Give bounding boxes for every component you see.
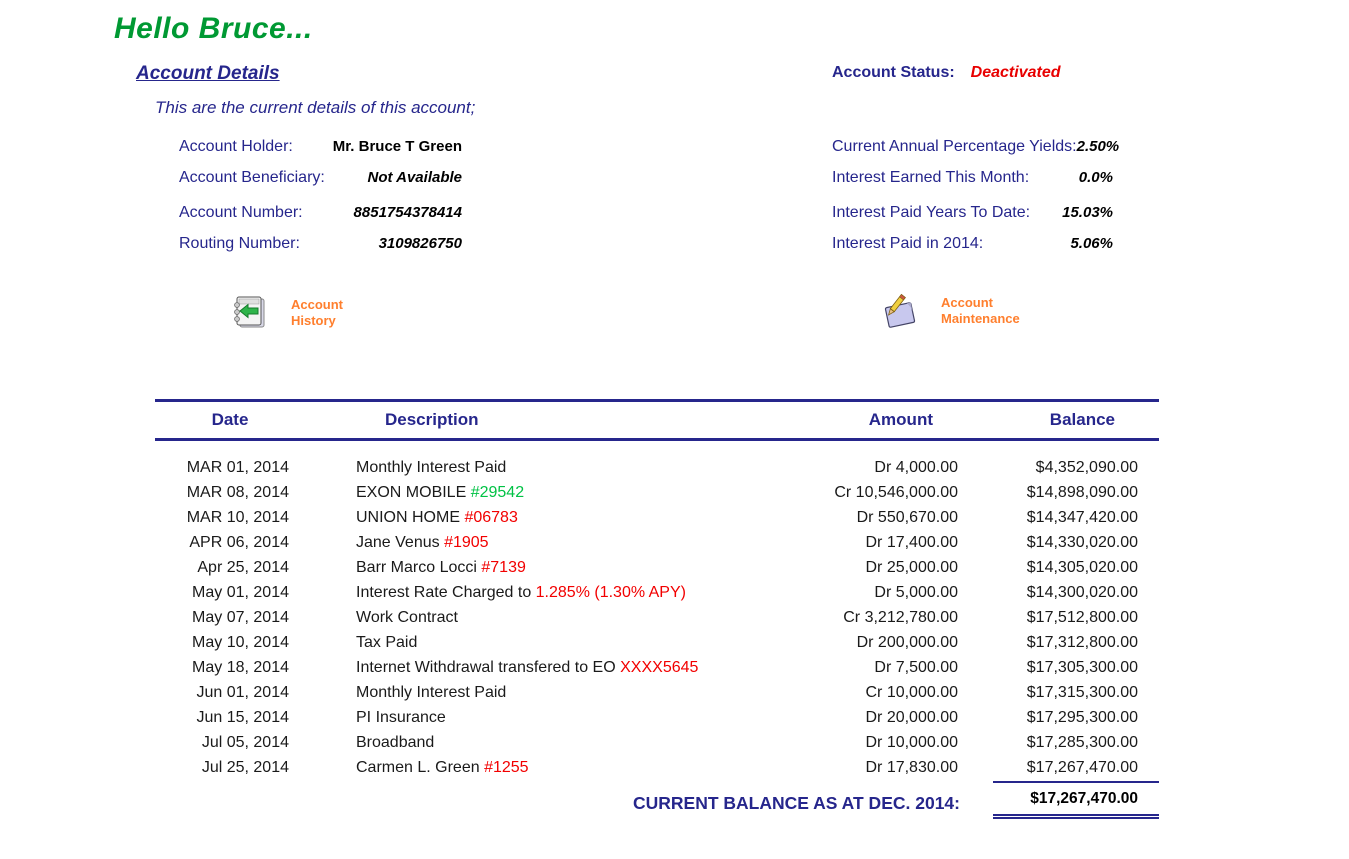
table-row <box>155 455 1159 480</box>
table-row <box>155 730 1159 755</box>
description-segment: Monthly Interest Paid <box>356 683 507 701</box>
table-row <box>155 680 1159 705</box>
interest-month-value: 0.0% <box>1078 169 1113 186</box>
cell-description <box>289 534 725 552</box>
account-number-label: Account Number: <box>179 204 303 221</box>
cell-description <box>289 634 725 652</box>
cell-amount: Cr 3,212,780.00 <box>843 608 958 626</box>
detail-row-apy <box>832 138 1120 156</box>
account-history-label[interactable]: Account History <box>291 297 343 328</box>
cell-balance: $17,512,800.00 <box>1026 608 1138 626</box>
detail-row-interest-ytd <box>832 204 1113 222</box>
cell-date: May 01, 2014 <box>192 583 289 601</box>
account-status-value: Deactivated <box>970 64 1061 81</box>
cell-amount: Dr 7,500.00 <box>874 658 958 676</box>
table-header-rule <box>155 438 1159 441</box>
page-greeting: Hello Bruce... <box>114 12 313 45</box>
cell-balance: $14,898,090.00 <box>1026 483 1138 501</box>
description-segment: UNION HOME <box>356 508 465 526</box>
description-segment: 1.285% (1.30% APY) <box>535 583 686 601</box>
table-row <box>155 755 1159 780</box>
table-row <box>155 480 1159 505</box>
cell-date: Apr 25, 2014 <box>197 558 289 576</box>
header-description: Description <box>385 410 479 429</box>
cell-date: MAR 01, 2014 <box>186 458 289 476</box>
interest-2014-value: 5.06% <box>1070 235 1113 252</box>
table-row <box>155 605 1159 630</box>
transactions-table <box>155 396 1159 836</box>
account-beneficiary-label: Account Beneficiary: <box>179 169 325 186</box>
table-header-row <box>155 402 1159 438</box>
cell-amount: Dr 10,000.00 <box>865 733 958 751</box>
cell-amount: Dr 200,000.00 <box>856 633 958 651</box>
detail-row-interest-month <box>832 169 1113 187</box>
apy-value: 2.50% <box>1076 138 1120 155</box>
apy-label: Current Annual Percentage Yields: <box>832 138 1077 155</box>
cell-amount: Dr 5,000.00 <box>874 583 958 601</box>
table-row <box>155 530 1159 555</box>
table-row <box>155 580 1159 605</box>
cell-description <box>289 709 725 727</box>
section-subtitle: This are the current details of this account; <box>155 98 476 117</box>
current-balance-value: $17,267,470.00 <box>993 781 1159 819</box>
detail-row-routing-number <box>179 235 462 253</box>
cell-amount: Dr 17,830.00 <box>865 758 958 776</box>
cell-amount: Dr 550,670.00 <box>856 508 958 526</box>
cell-balance: $14,305,020.00 <box>1026 558 1138 576</box>
description-segment: Broadband <box>356 733 435 751</box>
cell-description <box>289 509 725 527</box>
cell-description <box>289 484 725 502</box>
table-row <box>155 505 1159 530</box>
description-segment: Barr Marco Locci <box>356 558 482 576</box>
account-status-label: Account Status: <box>832 64 955 81</box>
account-maintenance-icon[interactable] <box>879 291 921 338</box>
cell-date: Jun 01, 2014 <box>196 683 289 701</box>
description-segment: XXXX5645 <box>620 658 699 676</box>
cell-amount: Dr 17,400.00 <box>865 533 958 551</box>
description-segment: Work Contract <box>356 608 458 626</box>
cell-date: APR 06, 2014 <box>189 533 289 551</box>
account-history-icon[interactable] <box>231 293 271 338</box>
account-maintenance-label[interactable]: Account Maintenance <box>941 295 1020 326</box>
routing-number-label: Routing Number: <box>179 235 300 252</box>
cell-balance: $17,305,300.00 <box>1026 658 1138 676</box>
cell-balance: $14,347,420.00 <box>1026 508 1138 526</box>
header-balance: Balance <box>1049 410 1115 429</box>
cell-balance: $17,295,300.00 <box>1026 708 1138 726</box>
cell-date: May 10, 2014 <box>192 633 289 651</box>
description-segment: Jane Venus <box>356 533 445 551</box>
header-date: Date <box>211 410 249 429</box>
section-title-account-details: Account Details <box>136 63 280 84</box>
description-segment: Monthly Interest Paid <box>356 458 507 476</box>
table-body <box>155 455 1159 780</box>
interest-month-label: Interest Earned This Month: <box>832 169 1030 186</box>
table-row <box>155 630 1159 655</box>
cell-date: Jun 15, 2014 <box>196 708 289 726</box>
table-row <box>155 655 1159 680</box>
cell-description <box>289 684 725 702</box>
description-segment: #1255 <box>484 758 529 776</box>
cell-description <box>289 734 725 752</box>
account-holder-label: Account Holder: <box>179 138 293 155</box>
cell-balance: $17,315,300.00 <box>1026 683 1138 701</box>
cell-description <box>289 559 725 577</box>
cell-date: Jul 25, 2014 <box>201 758 289 776</box>
cell-balance: $14,330,020.00 <box>1026 533 1138 551</box>
cell-balance: $17,312,800.00 <box>1026 633 1138 651</box>
cell-date: MAR 10, 2014 <box>186 508 289 526</box>
interest-ytd-label: Interest Paid Years To Date: <box>832 204 1031 221</box>
cell-description <box>289 584 725 602</box>
account-beneficiary-value: Not Available <box>367 169 462 186</box>
account-maintenance-button[interactable] <box>879 291 1020 338</box>
description-segment: #29542 <box>470 483 525 501</box>
cell-balance: $4,352,090.00 <box>1035 458 1138 476</box>
cell-balance: $17,285,300.00 <box>1026 733 1138 751</box>
cell-description <box>289 659 725 677</box>
description-segment: Interest Rate Charged to <box>356 583 536 601</box>
interest-ytd-value: 15.03% <box>1062 204 1113 221</box>
table-row <box>155 555 1159 580</box>
cell-amount: Cr 10,546,000.00 <box>834 483 958 501</box>
account-number-value: 8851754378414 <box>353 204 462 221</box>
account-status-row <box>832 64 1061 82</box>
cell-amount: Cr 10,000.00 <box>865 683 958 701</box>
description-segment: PI Insurance <box>356 708 446 726</box>
current-balance-label: CURRENT BALANCE AS AT DEC. 2014: <box>632 793 960 813</box>
cell-date: May 07, 2014 <box>192 608 289 626</box>
description-segment: Internet Withdrawal transfered to EO <box>356 658 621 676</box>
header-amount: Amount <box>868 410 933 429</box>
routing-number-value: 3109826750 <box>378 235 462 252</box>
detail-row-account-number <box>179 204 462 222</box>
cell-description <box>289 759 725 777</box>
description-segment: Carmen L. Green <box>356 758 485 776</box>
description-segment: #06783 <box>464 508 518 526</box>
cell-balance: $14,300,020.00 <box>1026 583 1138 601</box>
account-holder-value: Mr. Bruce T Green <box>332 138 462 155</box>
table-row <box>155 705 1159 730</box>
cell-amount: Dr 25,000.00 <box>865 558 958 576</box>
cell-balance: $17,267,470.00 <box>1026 758 1138 776</box>
description-segment: #7139 <box>481 558 526 576</box>
account-history-button[interactable] <box>231 293 343 338</box>
cell-amount: Dr 20,000.00 <box>865 708 958 726</box>
cell-description <box>289 609 725 627</box>
interest-2014-label: Interest Paid in 2014: <box>832 235 984 252</box>
detail-row-account-beneficiary <box>179 169 462 187</box>
cell-description <box>289 459 725 477</box>
cell-date: May 18, 2014 <box>192 658 289 676</box>
description-segment: Tax Paid <box>356 633 418 651</box>
cell-date: Jul 05, 2014 <box>201 733 289 751</box>
description-segment: EXON MOBILE <box>356 483 471 501</box>
cell-date: MAR 08, 2014 <box>186 483 289 501</box>
detail-row-account-holder <box>179 138 462 156</box>
detail-row-interest-2014 <box>832 235 1113 253</box>
description-segment: #1905 <box>444 533 489 551</box>
cell-amount: Dr 4,000.00 <box>874 458 958 476</box>
